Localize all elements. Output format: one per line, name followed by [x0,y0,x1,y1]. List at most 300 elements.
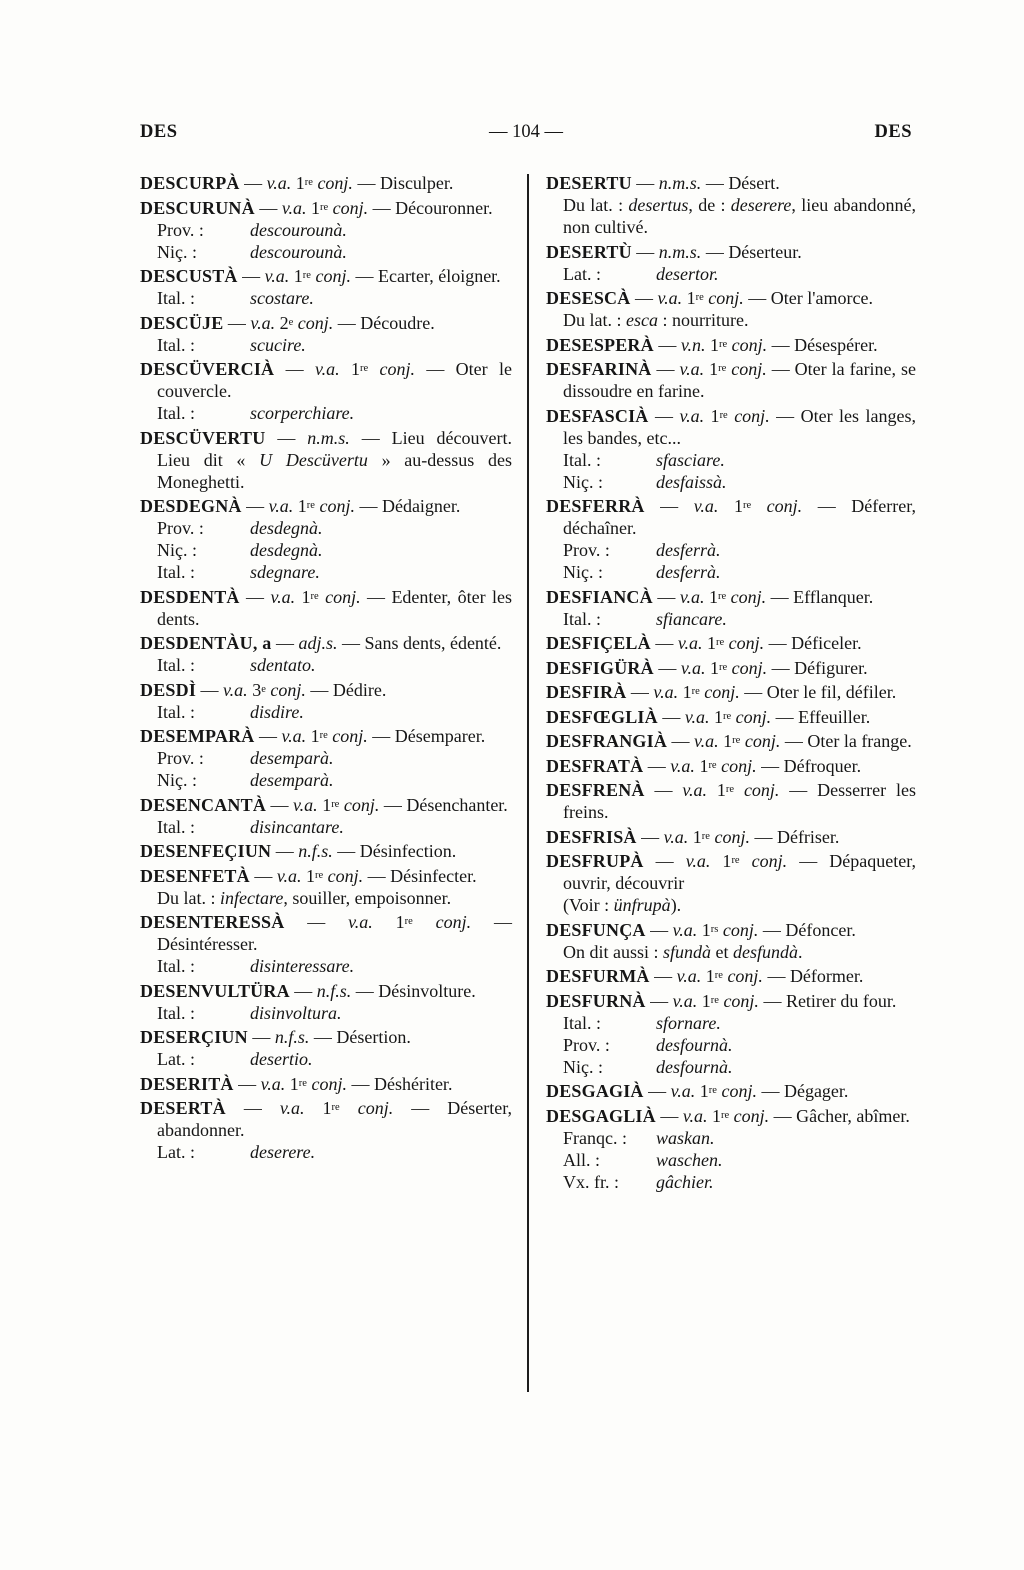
italic-text: ünfrupà [613,895,671,916]
italic-text: v.a. [223,679,248,700]
italic-text: v.a. [685,851,711,872]
entry-definition-line [140,427,512,493]
italic-text: sfiancare. [656,608,727,629]
entry-definition-line [546,358,916,402]
plain-text: — Défoncer. [758,919,856,940]
plain-text: 1 [697,990,711,1011]
entry-definition-line [140,265,512,287]
gloss-value [250,955,512,977]
plain-text: — Déshériter. [346,1073,453,1094]
dictionary-entry [546,965,916,987]
italic-text: conj. [312,173,353,193]
italic-text: waschen. [656,1149,723,1170]
superscript-ordinal: re [298,1077,307,1089]
language-gloss-line [563,1056,916,1078]
plain-text: — Edenter, ôter les dents. [157,586,512,629]
page-number: — 104 — [489,122,563,142]
italic-text: desertio. [250,1049,313,1070]
dictionary-entry [140,1073,512,1095]
dictionary-entry [546,334,916,356]
plain-text: — Dépaqueter, ouvrir, découvrir [563,851,916,894]
left-column [140,172,512,1166]
plain-text: 1 [705,657,719,678]
italic-text: conj. [314,496,355,517]
etymology-note [157,887,512,909]
italic-text: conj. [709,826,750,847]
gloss-value [250,539,512,561]
headword: DESENVULTÜRA [140,980,290,1001]
italic-text: conj. [716,1081,757,1102]
dictionary-entry [546,405,916,493]
italic-text: v.a. [679,405,705,426]
language-gloss-line [157,539,512,561]
dictionary-entry [140,980,512,1024]
language-gloss-line [157,561,512,583]
entry-definition-line [546,730,916,752]
entry-definition-line [140,679,512,701]
plain-text: — [274,359,315,380]
plain-text: — [254,726,282,747]
italic-text: n.f.s. [274,1027,310,1048]
etymology-note [563,194,916,238]
entry-definition-line [140,840,512,862]
gloss-value [656,561,916,583]
headword: DESGAGIÀ [546,1081,644,1102]
headword: DESDEGNÀ [140,496,242,517]
language-label: Niç. : [157,241,197,262]
italic-text: n.m.s. [307,427,350,448]
headword: DESFIRÀ [546,682,627,703]
entry-definition-line [140,794,512,816]
entry-definition-line [546,990,916,1012]
plain-text: — Désenchanter. [379,794,508,815]
plain-text: — [643,851,686,872]
superscript-ordinal: re [708,1085,717,1097]
headword: DESFIÇELÀ [546,633,651,654]
dictionary-entry [140,1097,512,1163]
plain-text: — [271,633,299,654]
gloss-value [656,539,916,561]
plain-text: — Efflanquer. [766,586,874,607]
italic-text: conj. [729,1105,770,1126]
plain-text: — [649,966,677,987]
italic-text: desferrà. [656,562,721,583]
entry-definition-line [546,241,916,263]
italic-text: conj. [718,990,759,1011]
italic-text: v.a. [270,586,296,607]
language-gloss-line [157,701,512,723]
headword: DESERTÙ [546,241,632,262]
plain-text: 1 [306,726,320,747]
plain-text: — [254,197,282,218]
plain-text: — [247,1027,275,1048]
headword: DESCUSTÀ [140,266,238,287]
italic-text: conj. [412,912,472,933]
plain-text: 1 [704,586,718,607]
superscript-ordinal: re [725,784,735,796]
plain-text: et [711,941,734,962]
plain-text: 1 [293,496,307,517]
italic-text: deserere [730,195,792,215]
plain-text: ). [670,895,682,916]
dictionary-entry [140,172,512,194]
plain-text: — Désinfecter. [363,865,477,886]
gloss-value [250,747,512,769]
language-label: Ital. : [157,334,195,355]
italic-text: v.a. [672,990,698,1011]
plain-text: 3 [247,679,262,700]
language-label: Niç. : [157,540,197,561]
etymology-note [563,894,916,916]
language-label: All. : [563,1149,601,1170]
language-label: Ital. : [157,956,195,977]
italic-text: conj. [740,731,781,752]
column-divider-rule [527,174,529,1392]
plain-text: — Désinvolture. [351,980,476,1001]
page-header [140,121,912,145]
language-label: Ital. : [563,1012,601,1033]
plain-text: — [643,1081,671,1102]
entry-definition-line [546,1080,916,1102]
dictionary-entry [546,1105,916,1193]
plain-text: — [653,657,681,678]
dictionary-entry [140,725,512,791]
italic-text: desemparà. [250,748,334,769]
italic-text: v.a. [657,288,683,308]
italic-text: sfornare. [656,1012,721,1033]
dictionary-entry [546,1080,916,1102]
gloss-value [656,1149,916,1171]
plain-text: — [655,1105,683,1126]
italic-text: v.a. [663,826,689,847]
plain-text: Du lat. : [563,310,626,331]
language-label: Ital. : [157,562,195,583]
italic-text: conj. [368,359,415,380]
dictionary-entry [546,241,916,285]
dictionary-entry [546,172,916,238]
italic-text: desfaissà. [656,471,727,492]
italic-text: conj. [699,682,740,703]
italic-text: v.a. [684,706,710,727]
superscript-ordinal: re [731,855,740,867]
italic-text: conj. [339,794,380,815]
dictionary-entry [546,919,916,963]
plain-text: — [233,1073,261,1094]
superscript-ordinal: re [718,363,727,375]
language-label: Ital. : [157,288,195,309]
entry-definition-line [140,980,512,1002]
entry-definition-line [140,358,512,402]
superscript-ordinal: e [288,316,294,328]
language-gloss-line [563,608,916,630]
italic-text: disdire. [250,701,304,722]
plain-text: 1 [701,966,715,987]
language-label: Lat. : [157,1142,195,1163]
plain-text: — Ecarter, éloigner. [350,266,501,287]
dictionary-entry [140,632,512,676]
plain-text: — [289,980,317,1001]
plain-text: — [651,359,680,380]
plain-text: — Déferrer, déchaîner. [563,496,916,539]
headword: DESENFETÀ [140,865,250,886]
language-label: Ital. : [157,1002,195,1023]
dictionary-entry [546,586,916,630]
italic-text: descourounà. [250,241,347,262]
language-gloss-line [563,561,916,583]
plain-text: . [798,941,803,962]
italic-text: conj. [724,633,765,654]
plain-text: — [249,865,277,886]
dictionary-entry [140,265,512,309]
plain-text: — [644,780,683,801]
gloss-value [656,1012,916,1034]
plain-text: — Oter le fil, défiler. [739,682,897,703]
plain-text: 1 [702,633,716,654]
entry-definition-line [546,850,916,894]
italic-text: v.a. [677,633,703,654]
headword: DESFRISÀ [546,826,637,847]
gloss-value [250,402,512,424]
italic-text: conj. [726,359,767,380]
italic-text: v.a. [348,912,373,933]
superscript-ordinal: re [710,994,719,1006]
dictionary-entry [546,657,916,679]
entry-definition-line [546,779,916,823]
plain-text: , souiller, empoisonner. [283,887,452,908]
superscript-ordinal: re [732,735,741,747]
etymology-note [563,941,916,963]
plain-text: — Déserter, abandonner. [157,1098,513,1141]
headword: DESERITÀ [140,1073,234,1094]
dictionary-entry [140,679,512,723]
gloss-value [250,654,512,676]
plain-text: — [652,586,680,607]
italic-text: desfournà. [656,1056,733,1077]
dictionary-entry [140,1026,512,1070]
italic-text: conj. [327,726,368,747]
italic-text: v.a. [653,682,679,703]
plain-text: — Oter les langes, les bandes, etc... [563,405,917,448]
plain-text: , lieu abandonné, non cultivé. [563,195,916,237]
plain-text: — Déficeler. [764,633,862,654]
language-gloss-line [157,769,512,791]
entry-definition-line [140,725,512,747]
headword: DESEMPARÀ [140,726,255,747]
gloss-value [250,816,512,838]
plain-text: 1 [317,794,332,815]
italic-text: v.a. [250,312,276,333]
italic-text: conj. [323,865,364,886]
language-gloss-line [563,539,916,561]
dictionary-entry [546,632,916,654]
plain-text: — Effeuiller. [771,706,871,727]
plain-text: : nourriture. [657,310,749,331]
italic-text: conj. [722,966,763,987]
headword: DESCÜVERTU [140,427,266,448]
language-gloss-line [563,449,916,471]
plain-text: — Oter la farine, se dissoudre en farine. [563,359,917,402]
language-label: Prov. : [157,219,204,240]
italic-text: v.a. [279,1098,305,1119]
italic-text: v.a. [260,1073,286,1094]
italic-text: sdegnare. [250,562,320,583]
entry-definition-line [140,632,512,654]
plain-text: (Voir : [563,895,614,916]
italic-text: desferrà. [656,540,721,561]
language-label: Ital. : [157,701,195,722]
superscript-ordinal: e [261,683,266,695]
italic-text: v.a. [693,496,719,517]
language-gloss-line [157,219,512,241]
superscript-ordinal: re [319,730,328,742]
plain-text: 1 [709,706,723,727]
language-label: Lat. : [563,263,601,284]
headword: DESFURNÀ [546,990,646,1011]
gloss-value [250,1048,512,1070]
italic-text: disincantare. [250,816,344,837]
headword: DESDENTÀ [140,586,240,607]
entry-definition-line [546,172,916,194]
language-label: Prov. : [563,540,610,561]
plain-text: 1 [289,266,303,287]
italic-text: v.a. [314,359,340,380]
superscript-ordinal: re [359,363,369,375]
plain-text: — [636,826,664,847]
entry-definition-line [140,495,512,517]
language-gloss-line [157,955,512,977]
entry-definition-line [546,919,916,941]
italic-text: v.a. [670,755,695,776]
language-label: Ital. : [563,608,601,629]
language-label: Niç. : [563,471,603,492]
headword: DESFRATÀ [546,755,644,776]
italic-text: conj. [306,1073,347,1094]
superscript-ordinal: re [310,590,319,602]
entry-definition-line [546,334,916,356]
entry-definition-line [546,1105,916,1127]
superscript-ordinal: re [719,338,728,350]
headword: DESFERRÀ [546,496,645,517]
plain-text: Du lat. : [563,195,629,215]
superscript-ordinal: re [331,1102,340,1114]
italic-text: conj. [727,657,768,678]
dictionary-entry [546,681,916,703]
language-label: Prov. : [157,748,204,769]
italic-text: sdentato. [250,655,316,676]
dictionary-entry [140,197,512,263]
plain-text: 1 [682,288,696,308]
italic-text: disinteressare. [250,956,355,977]
italic-text: conj. [727,334,768,355]
headword: DESENTERESSÀ [140,912,285,933]
superscript-ordinal: re [720,1109,730,1121]
superscript-ordinal: re [742,500,752,512]
plain-text: — [644,496,694,517]
headword: DESFUNÇA [546,919,646,940]
italic-text: conj. [716,755,757,776]
entry-definition-line [140,865,512,887]
plain-text: — Déserteur. [701,241,802,262]
plain-text: — Dégager. [756,1081,849,1102]
language-gloss-line [157,1141,512,1163]
italic-text: infectare [220,887,284,908]
italic-text: v.n. [680,334,706,355]
plain-text: — [653,334,681,355]
plain-text: — [657,706,685,727]
superscript-ordinal: re [715,637,725,649]
gloss-value [250,241,512,263]
entry-definition-line [140,586,512,630]
language-gloss-line [157,334,512,356]
entry-definition-line [140,312,512,334]
plain-text: — [631,241,659,262]
entry-definition-line [546,632,916,654]
plain-text: — Dédire. [305,679,387,700]
italic-text: v.a. [266,173,292,193]
italic-text: deserere. [250,1142,316,1163]
plain-text: — [648,405,680,426]
headword: DESFRANGIÀ [546,731,668,752]
gloss-value [250,561,512,583]
entry-definition-line [140,172,512,194]
language-label: Niç. : [157,770,197,791]
dictionary-entry [140,794,512,838]
italic-text: n.f.s. [316,980,352,1001]
language-label: Prov. : [157,518,204,539]
plain-text: — Désespérer. [767,334,878,355]
plain-text: — [237,266,265,287]
italic-text: adj.s. [298,633,338,654]
plain-text: — Retirer du four. [758,990,897,1011]
headword: DESFRENÀ [546,780,645,801]
plain-text: — [643,755,671,776]
entry-definition-line [140,1073,512,1095]
language-gloss-line [563,1034,916,1056]
italic-text: conj. [318,586,361,607]
running-head-left: DES [140,122,178,142]
language-label: Prov. : [563,1034,610,1055]
entry-definition-line [546,681,916,703]
plain-text: — [271,841,299,862]
plain-text: On dit aussi : [563,941,664,962]
superscript-ordinal: re [404,916,413,928]
superscript-ordinal: re [691,686,700,698]
etymology-note [563,309,916,331]
dictionary-entry [140,427,512,493]
dictionary-entry [140,586,512,630]
headword: DESENCANTÀ [140,794,267,815]
gloss-value [656,263,916,285]
headword: DESFRUPÀ [546,851,644,872]
italic-text: sfasciare. [656,449,725,470]
plain-text: — Sans dents, édenté. [337,633,502,654]
plain-text: 1 [707,1105,721,1126]
language-gloss-line [157,816,512,838]
gloss-value [656,1056,916,1078]
italic-text: v.a. [676,966,702,987]
language-gloss-line [157,747,512,769]
language-label: Vx. fr. : [563,1171,619,1192]
italic-text: v.a. [281,726,307,747]
dictionary-entry [546,755,916,777]
italic-text: v.a. [679,359,705,380]
italic-text: esca [626,310,658,331]
dictionary-entry [546,358,916,402]
language-gloss-line [157,241,512,263]
plain-text: — Oter l'amorce. [743,288,873,308]
running-head-right: DES [874,122,912,142]
language-gloss-line [563,1149,916,1171]
